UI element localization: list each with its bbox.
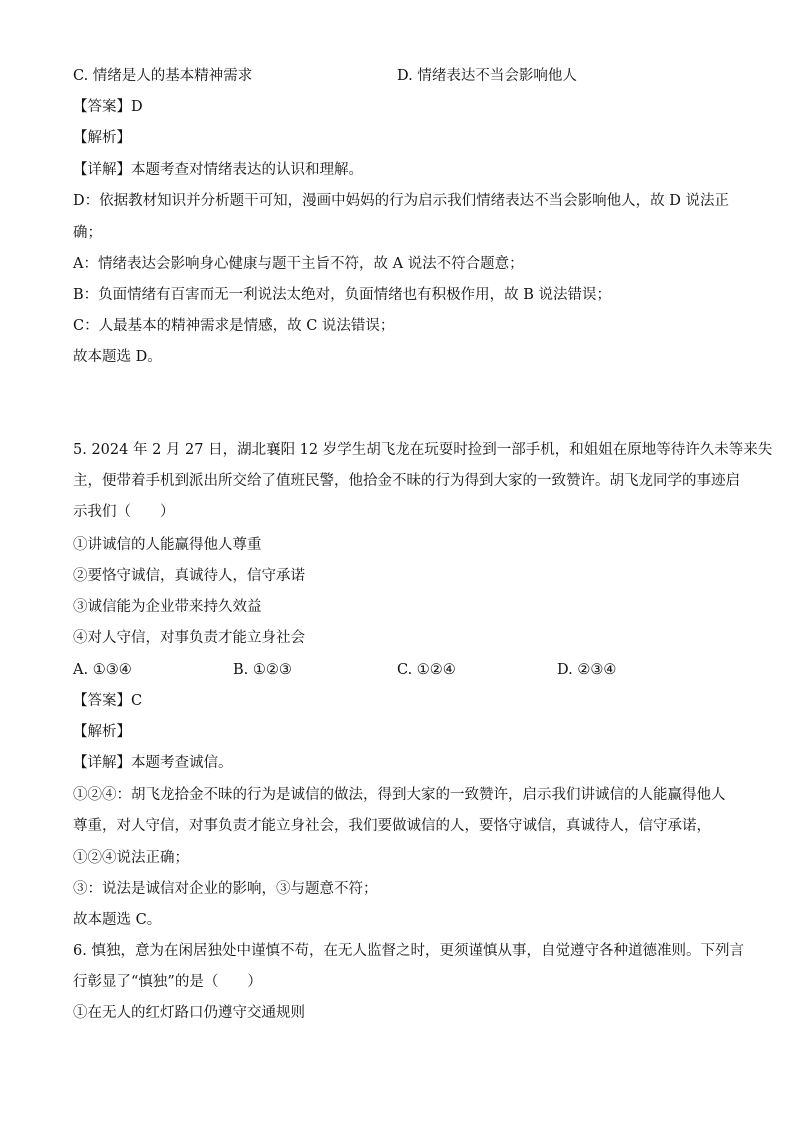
q5-statement: ②要恪守诚信，真诚待人，信守承诺 bbox=[73, 568, 305, 584]
detail-tag: 【详解】 bbox=[73, 162, 131, 178]
q4-option-c: C. 情绪是人的基本精神需求 bbox=[73, 68, 253, 84]
q5-stem-line: 5. 2024 年 2 月 27 日，湖北襄阳 12 岁学生胡飞龙在玩耍时捡到一部手机，和姐姐在原地等待许久未等来失 bbox=[73, 442, 773, 458]
q6-stem-line: 6. 慎独，意为在闲居独处中谨慎不苟，在无人监督之时，更须谨慎从事，自觉遵守各种道德准则。下列言 bbox=[73, 943, 744, 959]
q5-explain-line: ①②④：胡飞龙拾金不昧的行为是诚信的做法，得到大家的一致赞许，启示我们讲诚信的人能赢得他人 bbox=[73, 787, 726, 803]
q4-explain-line: D：依据教材知识并分析题干可知，漫画中妈妈的行为启示我们情绪表达不当会影响他人，故 D 说法正 bbox=[73, 193, 729, 209]
q6-stem-line: 行彰显了“慎独”的是（ ） bbox=[73, 974, 262, 990]
q5-detail-line bbox=[73, 753, 233, 773]
q5-option-d: D. ②③④ bbox=[557, 662, 617, 678]
answer-value: D bbox=[131, 99, 143, 115]
detail-tag: 【详解】 bbox=[73, 755, 131, 771]
q5-option-a: A. ①③④ bbox=[73, 662, 132, 678]
answer-value: C bbox=[131, 693, 143, 709]
q4-answer-line bbox=[73, 97, 143, 117]
q4-conclusion: 故本题选 D。 bbox=[73, 349, 162, 365]
q5-answer-line bbox=[73, 691, 142, 711]
q6-statement: ①在无人的红灯路口仍遵守交通规则 bbox=[73, 1005, 305, 1021]
answer-tag: 【答案】 bbox=[73, 693, 131, 709]
q5-explain-line: ①②④说法正确； bbox=[73, 850, 189, 866]
q5-statement: ④对人守信，对事负责才能立身社会 bbox=[73, 630, 305, 646]
q4-explain-line: B：负面情绪有百害而无一利说法太绝对，负面情绪也有积极作用，故 B 说法错误； bbox=[73, 287, 612, 303]
detail-text: 本题考查诚信。 bbox=[131, 755, 233, 771]
q5-statement: ③诚信能为企业带来持久效益 bbox=[73, 599, 262, 615]
q5-explain-line: 尊重，对人守信，对事负责才能立身社会，我们要做诚信的人，要恪守诚信，真诚待人，信守承诺， bbox=[73, 818, 711, 834]
q5-option-b: B. ①②③ bbox=[233, 662, 292, 678]
q5-analysis-tag: 【解析】 bbox=[73, 724, 131, 740]
q4-explain-line: 确； bbox=[73, 225, 102, 241]
detail-text: 本题考查对情绪表达的认识和理解。 bbox=[131, 162, 363, 178]
q4-detail-line bbox=[73, 160, 363, 180]
q5-stem-line: 主，便带着手机到派出所交给了值班民警，他拾金不昧的行为得到大家的一致赞许。胡飞龙同学的事迹启 bbox=[73, 473, 740, 489]
answer-tag: 【答案】 bbox=[73, 99, 131, 115]
q5-explain-line: ③：说法是诚信对企业的影响，③与题意不符； bbox=[73, 881, 378, 897]
q5-stem-line: 示我们（ ） bbox=[73, 504, 175, 520]
q5-conclusion: 故本题选 C。 bbox=[73, 912, 162, 928]
q5-statement: ①讲诚信的人能赢得他人尊重 bbox=[73, 537, 262, 553]
q4-option-d: D. 情绪表达不当会影响他人 bbox=[397, 68, 577, 84]
q4-explain-line: C：人最基本的精神需求是情感，故 C 说法错误； bbox=[73, 318, 395, 334]
q4-explain-line: A：情绪表达会影响身心健康与题干主旨不符，故 A 说法不符合题意； bbox=[73, 256, 524, 272]
q5-option-c: C. ①②④ bbox=[397, 662, 456, 678]
q4-analysis-tag: 【解析】 bbox=[73, 130, 131, 146]
